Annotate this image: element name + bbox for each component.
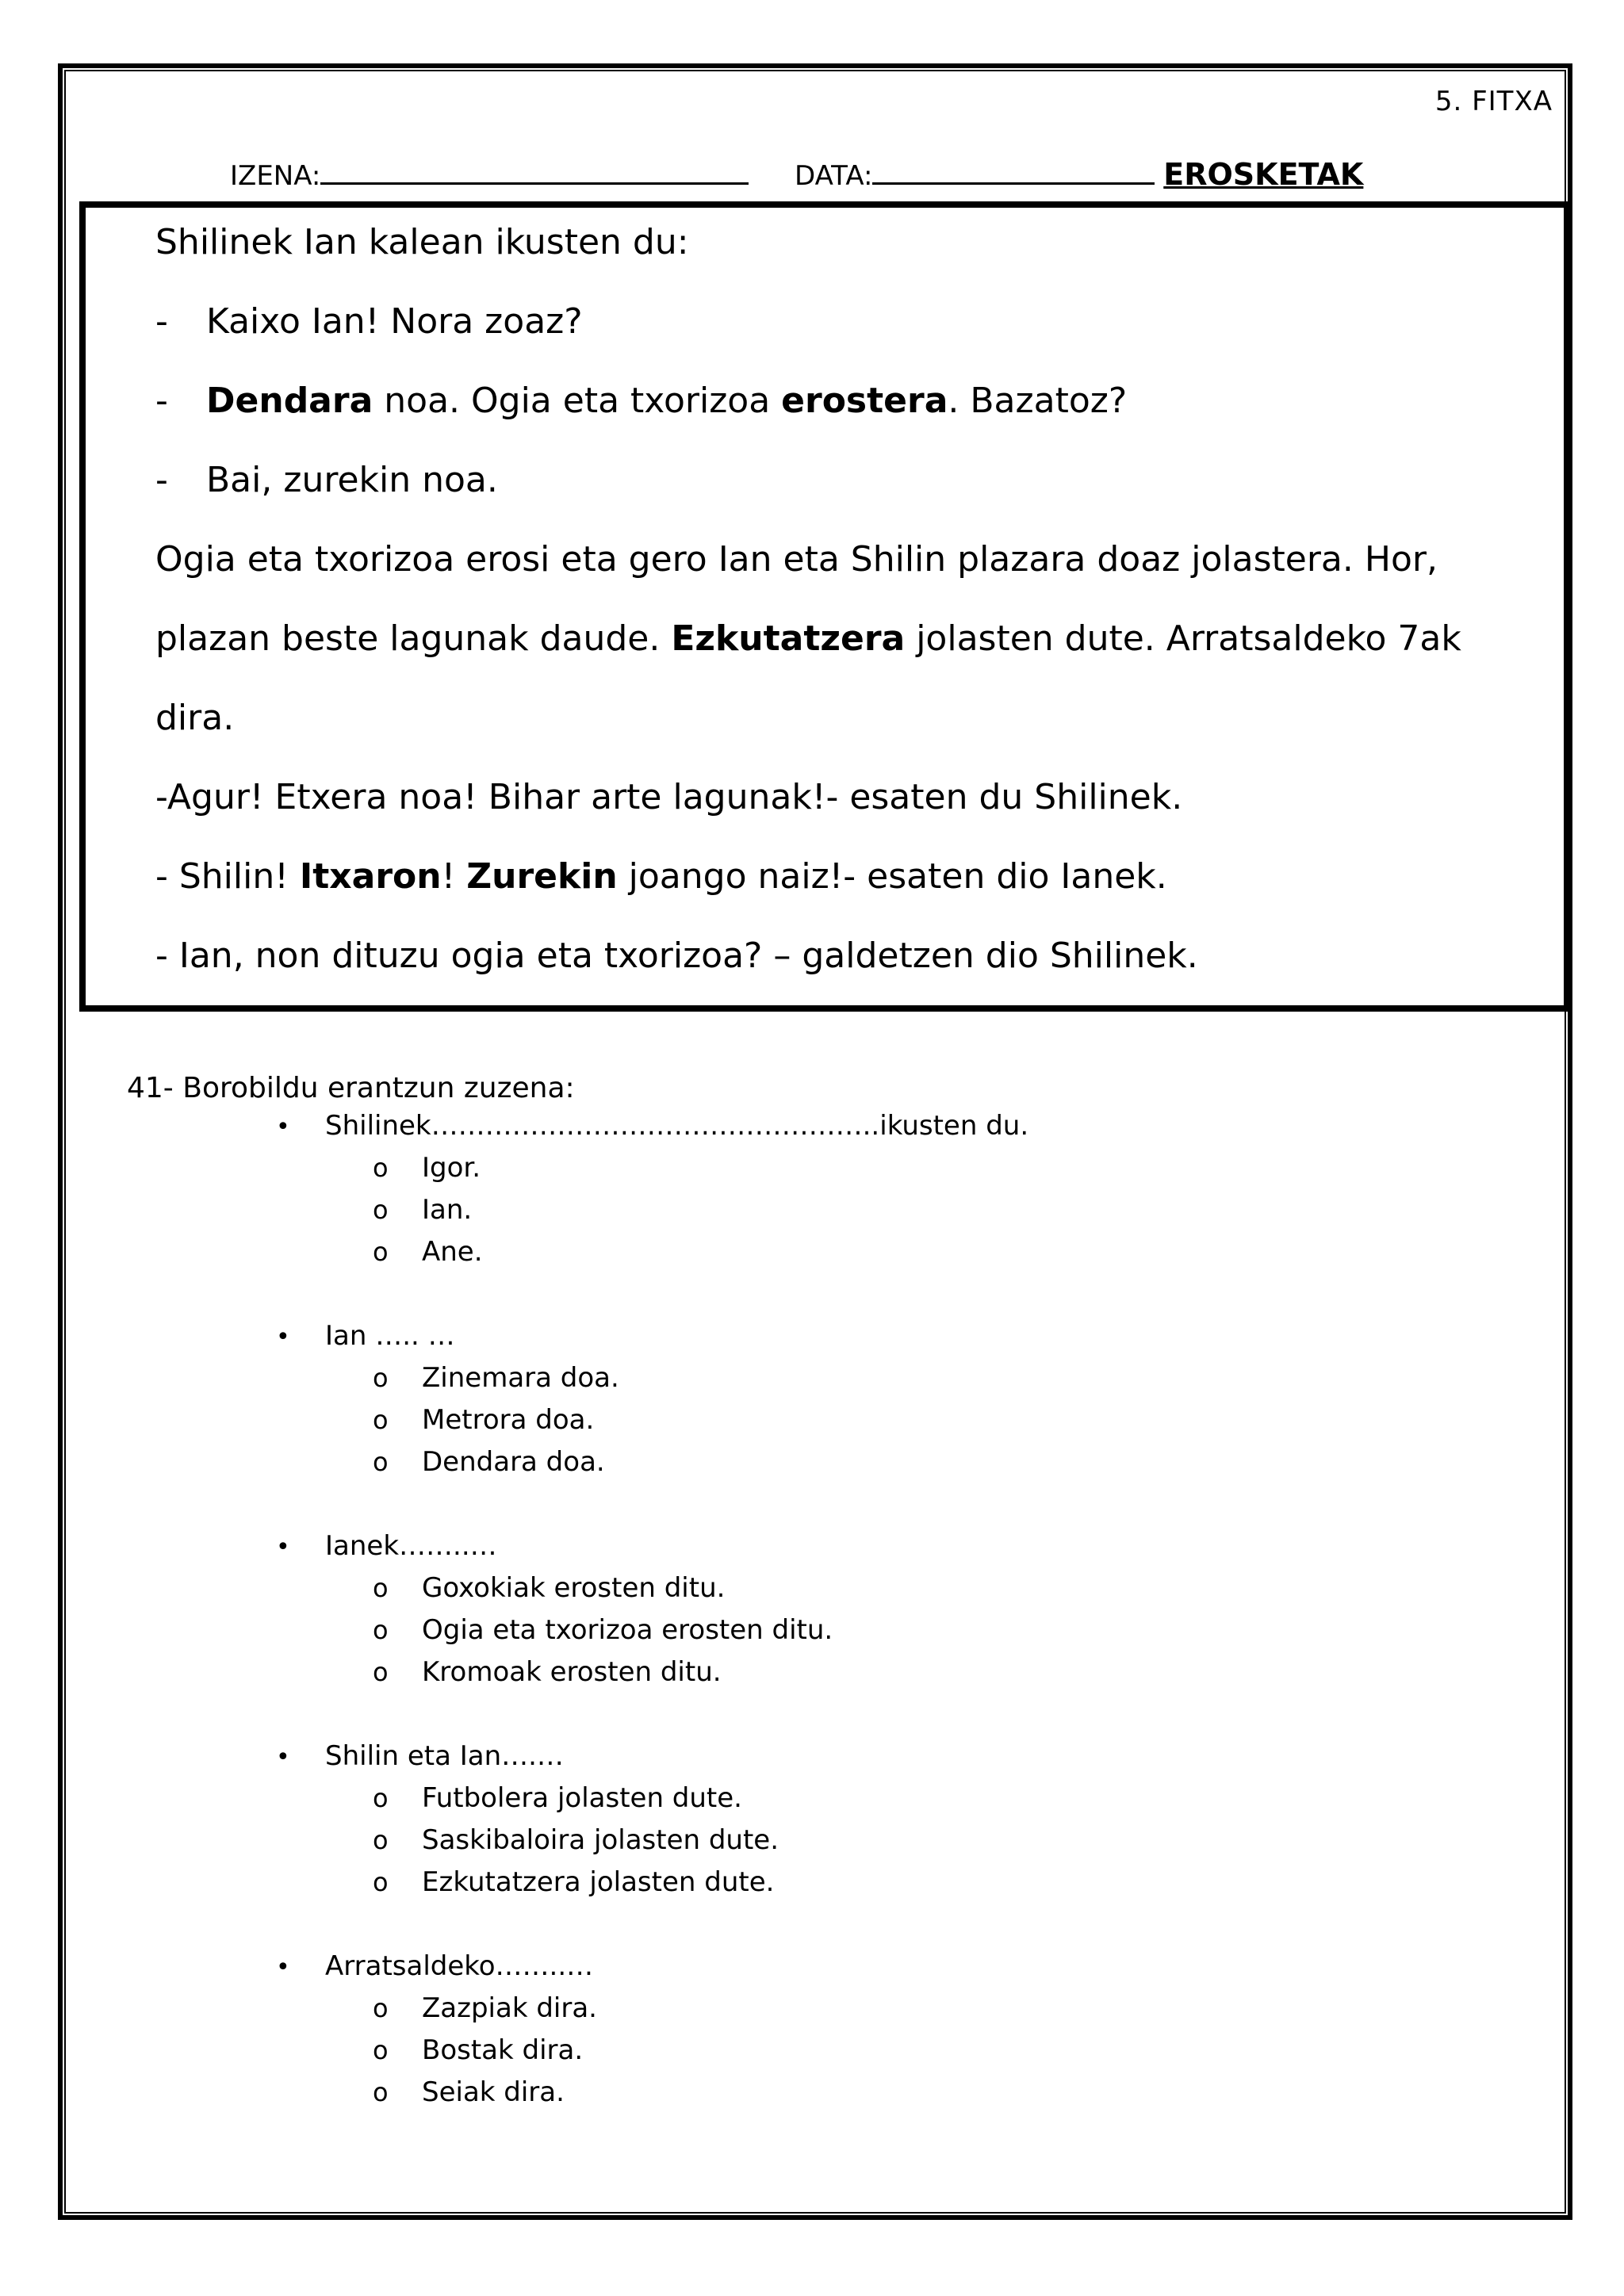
- option-circle-icon: o: [373, 1573, 389, 1603]
- bullet-icon: •: [276, 1323, 290, 1351]
- worksheet-title: EROSKETAK: [1163, 157, 1364, 192]
- question-prompt: Shilinek…………………………………………..ikusten du.: [325, 1110, 1029, 1142]
- option-label: Ogia eta txorizoa erosten ditu.: [422, 1614, 833, 1646]
- option-label: Goxokiak erosten ditu.: [422, 1572, 726, 1604]
- answer-option[interactable]: [373, 2076, 565, 2108]
- option-label: Kromoak erosten ditu.: [422, 1656, 722, 1688]
- bullet-icon: •: [276, 1743, 290, 1771]
- name-blank-line: [320, 159, 749, 185]
- story-line: - Bai, zurekin noa.: [155, 460, 498, 500]
- answer-option[interactable]: [373, 1614, 833, 1646]
- answer-option[interactable]: [373, 1362, 619, 1394]
- question-item: [276, 1530, 497, 1562]
- story-line: - Ian, non dituzu ogia eta txorizoa? – galdetzen dio Shilinek.: [155, 936, 1198, 976]
- question-prompt: Ianek……..…: [325, 1530, 497, 1562]
- answer-option[interactable]: [373, 2034, 583, 2066]
- option-circle-icon: o: [373, 1993, 389, 2023]
- worksheet-number: 5. FITXA: [1434, 86, 1553, 117]
- bullet-icon: •: [276, 1113, 290, 1141]
- answer-option[interactable]: [373, 1782, 742, 1814]
- story-box-right-edge: [1564, 201, 1570, 1012]
- story-line: - Shilin! Itxaron! Zurekin joango naiz!- esaten dio Ianek.: [155, 856, 1167, 897]
- bullet-icon: •: [276, 1533, 290, 1561]
- option-circle-icon: o: [373, 1825, 389, 1855]
- story-line: dira.: [155, 698, 235, 738]
- option-label: Saskibaloira jolasten dute.: [422, 1824, 779, 1856]
- answer-option[interactable]: [373, 1866, 774, 1898]
- answer-option[interactable]: [373, 1152, 481, 1184]
- answer-option[interactable]: [373, 1236, 483, 1268]
- question-title: 41- Borobildu erantzun zuzena:: [127, 1072, 575, 1104]
- story-line: Ogia eta txorizoa erosi eta gero Ian eta Shilin plazara doaz jolastera. Hor,: [155, 539, 1438, 580]
- story-line: plazan beste lagunak daude. Ezkutatzera jolasten dute. Arratsaldeko 7ak: [155, 618, 1461, 659]
- option-circle-icon: o: [373, 1363, 389, 1393]
- option-label: Ian.: [422, 1194, 473, 1226]
- option-label: Bostak dira.: [422, 2034, 584, 2066]
- dialogue-dash: -: [155, 301, 168, 342]
- option-circle-icon: o: [373, 1237, 389, 1267]
- option-label: Zazpiak dira.: [422, 1992, 597, 2024]
- option-label: Futbolera jolasten dute.: [422, 1782, 742, 1814]
- answer-option[interactable]: [373, 1572, 725, 1604]
- option-circle-icon: o: [373, 2035, 389, 2065]
- question-item: [276, 1740, 564, 1772]
- question-item: [276, 1320, 455, 1352]
- option-circle-icon: o: [373, 1153, 389, 1183]
- option-circle-icon: o: [373, 2077, 389, 2107]
- answer-option[interactable]: [373, 1194, 472, 1226]
- option-label: Metrora doa.: [422, 1404, 595, 1436]
- option-circle-icon: o: [373, 1447, 389, 1477]
- dialogue-dash: -: [155, 460, 168, 500]
- answer-option[interactable]: [373, 1992, 597, 2024]
- question-item: [276, 1950, 593, 1982]
- answer-option[interactable]: [373, 1446, 605, 1478]
- option-circle-icon: o: [373, 1783, 389, 1813]
- option-label: Zinemara doa.: [422, 1362, 619, 1394]
- date-label: DATA:: [794, 160, 873, 192]
- answer-option[interactable]: [373, 1656, 722, 1688]
- option-circle-icon: o: [373, 1195, 389, 1225]
- bullet-icon: •: [276, 1954, 290, 1981]
- question-prompt: Shilin eta Ian….…: [325, 1740, 564, 1772]
- option-circle-icon: o: [373, 1615, 389, 1645]
- option-circle-icon: o: [373, 1867, 389, 1897]
- option-label: Ezkutatzera jolasten dute.: [422, 1866, 775, 1898]
- dialogue-dash: -: [155, 381, 168, 421]
- date-blank-line: [872, 159, 1155, 185]
- option-label: Igor.: [422, 1152, 481, 1184]
- question-prompt: Ian ….. …: [325, 1320, 455, 1352]
- option-label: Dendara doa.: [422, 1446, 605, 1478]
- question-item: [276, 1110, 1028, 1142]
- name-label: IZENA:: [230, 160, 321, 192]
- question-prompt: Arratsaldeko……..…: [325, 1950, 594, 1982]
- story-line: Shilinek Ian kalean ikusten du:: [155, 222, 689, 262]
- story-line: - Kaixo Ian! Nora zoaz?: [155, 301, 583, 342]
- option-label: Ane.: [422, 1236, 483, 1268]
- story-line: -Agur! Etxera noa! Bihar arte lagunak!- esaten du Shilinek.: [155, 777, 1183, 817]
- answer-option[interactable]: [373, 1824, 779, 1856]
- option-circle-icon: o: [373, 1657, 389, 1687]
- answer-option[interactable]: [373, 1404, 594, 1436]
- story-line: - Dendara noa. Ogia eta txorizoa erostera. Bazatoz?: [155, 381, 1128, 421]
- option-label: Seiak dira.: [422, 2076, 565, 2108]
- header-row: [230, 157, 1363, 192]
- option-circle-icon: o: [373, 1405, 389, 1435]
